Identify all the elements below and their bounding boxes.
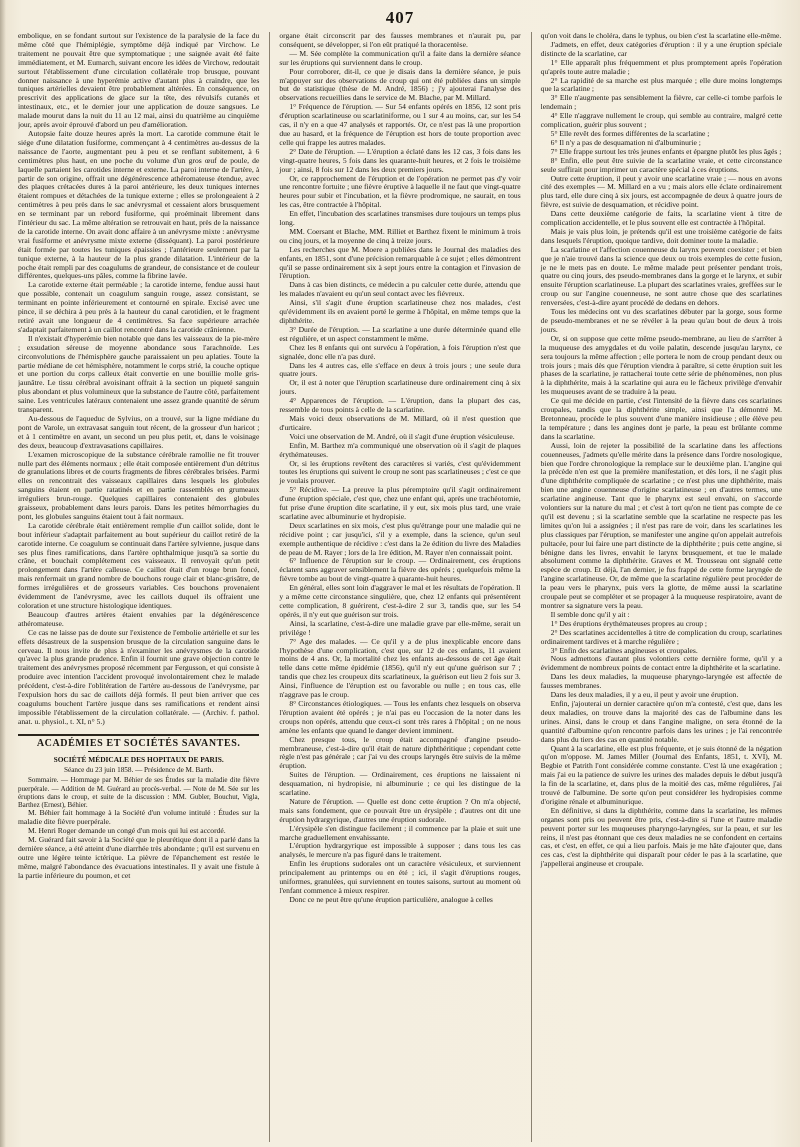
article-paragraph: Mais je vais plus loin, je prétends qu'il est une troisième catégorie de faits dans lesquels l'éruption, quoique tardive, doit dominer toute la maladie. bbox=[540, 226, 782, 245]
article-paragraph: Quant à la scarlatine, elle est plus fréquente, et je suis étonné de la négation qu'on m'oppose. M. James Miller (Journal des Enfants, 1851, t. XVI), M. Begbie et Patrith l'ont considérée comme constante. C'est là une exagération ; mais j'ai eu la patience de suivre les urines des malades depuis le début jusqu'à la fin de la scarlatine, et, dans plus de la moitié des cas, même régulières, j'ai trouvé de l'albumine. De sorte qu'on peut considérer les hydropisies comme d'origine rénale et albuminurique. bbox=[540, 743, 782, 806]
numbered-list bbox=[541, 59, 782, 175]
article-paragraph: Dans les deux maladies, il y a eu, il peut y avoir une éruption. bbox=[550, 690, 739, 700]
session-summary: Sommaire. — Hommage par M. Béhier de ses Études sur la maladie dite fièvre puerpérale. — Addition de M. Guérard au procès-verbal. — Note de M. Sée sur les éruptions dans le croup, et suite de la discussion : MM. Gubler, Bouchut, Vigla, Barthez (Ernest), Béhier. bbox=[18, 776, 260, 810]
list-item: 7° Elle frappe surtout les très jeunes enfants et épargne plutôt les plus âgés ; bbox=[550, 146, 782, 156]
article-paragraph: Outre cette éruption, il peut y avoir une scarlatine vraie ; — nous en avons cité des exemples — M. Millard en a vu ; mais alors elle éclate ordinairement plus tard, elle dure cinq à six jours, est accompagnée de deux à quatre jours de fièvre, est suivie de desquamation, et récidive point. bbox=[540, 173, 782, 210]
article-paragraph: MM. Coersant et Blache, MM. Rilliet et Barthez fixent le minimum à trois ou cinq jours, et la moyenne de cinq à treize jours. bbox=[279, 226, 521, 245]
list-item: 8° Enfin, elle peut être suivie de la scarlatine vraie, et cette circonstance seule suffirait pour imprimer un caractère spécial à ces éruptions. bbox=[540, 155, 782, 174]
article-paragraph: Or, ce rapprochement de l'éruption et de l'opération ne permet pas d'y voir une rencontre fortuite ; une fièvre éruptive à laquelle il ne faut que vingt-quatre heures pour subir et l'incubation, et la fièvre prodromique, ne saurait, en tous les cas, être contractée à l'hôpital. bbox=[279, 173, 521, 210]
article-paragraph: M. Henri Roger demande un congé d'un mois qui lui est accordé. bbox=[28, 826, 226, 836]
list-item: 3° Elle n'augmente pas sensiblement la fièvre, car celle-ci tombe parfois le lendemain ; bbox=[540, 93, 782, 112]
article-paragraph: qu'on voit dans le choléra, dans le typhus, ou bien c'est la scarlatine elle-même. bbox=[540, 32, 782, 40]
article-paragraph: Or, si on suppose que cette même pseudo-membrane, au lieu de s'arrêter à la muqueuse des amygdales et du voile palatin, descende jusqu'au larynx, ce sera toujours la même affection ; elle portera le nom de croup pendant deux ou trois jours ; mais dès que l'éruption viendra à paraître, si cette éruption suit les phases de la scarlatine, je rattacherai toute cette série de phénomènes, non plus à la diphthérite, mais à la scarlatine qui aura eu le fâcheux privilège d'envahir les muqueuses avant de se traduire à la peau. bbox=[540, 333, 782, 397]
article-paragraph: 8° Circonstances étiologiques. — Tous les enfants chez lesquels on observa l'éruption avaient été opérés ; je n'ai pas eu l'occasion de la noter dans les croups non opérés, attendu que ceux-ci sont très rares à l'hôpital ; on ne nous amène les enfants que quand le danger devient imminent. bbox=[279, 698, 521, 735]
list-item: 1° Elle apparaît plus fréquemment et plus promptement après l'opération qu'après toute autre maladie ; bbox=[540, 57, 782, 76]
article-paragraph: Ainsi, s'il s'agit d'une éruption scarlatineuse chez nos malades, c'est qu'évidemment ils en avaient porté le germe à l'hôpital, en même temps que la diphthérite. bbox=[279, 298, 521, 325]
article-paragraph: Suites de l'éruption. — Ordinairement, ces éruptions ne laissaient ni desquamation, ni hydropisie, ni albuminurie ; ce qui les distingue de la scarlatine. bbox=[279, 770, 521, 798]
article-paragraph: Les recherches que M. Moere a publiées dans le Journal des maladies des enfants, en 1851, sont d'une précision remarquable à ce sujet ; elles démontrent qu'il se passe ordinairement six à sept jours entre la contagion et l'invasion de l'éruption. bbox=[279, 244, 521, 281]
article-paragraph: Il n'existait d'hyperémie bien notable que dans les vaisseaux de la pie-mère ; exsudation séreuse de moyenne abondance sous l'arachnoïde. Les circonvolutions de l'hémisphère gauche paraissaient un peu aplaties. Toute la partie médiane de cet hémisphère, notamment le corps strié, la couche optique et une portion du corps calleux était convertie en une bouillie molle gris-jaunâtre. Le tissu cérébral avoisinant offrait à la section un piqueté sanguin plus abondant et plus volumineux que la substance de l'autre côté, parfaitement saine. Les ventricules latéraux contenaient une assez grande quantité de sérum transparent. bbox=[18, 333, 260, 415]
article-paragraph: La scarlatine et l'affection couenneuse du larynx peuvent coexister ; et bien que je n'aie trouvé dans la science que deux ou trois exemples de cette fusion, je ne le mets pas en doute. Le même malade peut présenter pendant trois, quatre ou cinq jours, des pseudo-membranes dans la gorge et le larynx, et subir ensuite l'éruption scarlatineuse. La plupart des scarlatines vraies, greffées sur le croup ou sur l'angine couenneuse, ne sont autre chose que des scarlatines renversées, c'est-à-dire ayant procédé de dedans en dehors. bbox=[540, 244, 782, 308]
article-paragraph: M. Guérard fait savoir à la Société que le pleurétique dont il a parlé dans la dernière séance, a été atteint d'une diarrhée très abondante ; qu'il est survenu en outre une légère teinte ictérique. La pièvre de l'épanchement est restée le même, malgré l'abondance des évacuations intestinales. Il y avait une fistule à la partie inférieure du poumon, et cet bbox=[18, 834, 260, 880]
text-columns bbox=[18, 32, 782, 1142]
article-paragraph: embolique, en se fondant surtout sur l'existence de la paralysie de la face du même côté que l'hémiplégie, symptôme déjà indiqué par Virchow. Le traitement ne pouvait être que symptomatique ; une saignée avait été faite immédiatement, et M. Eumarch, suivant encore les idées de Virchow, redoutait surtout l'établissement d'une circulation collatérale trop brusque, pouvant donner naissance à une hyperémie active d'autant plus à craindre, que les tuniques artérielles devaient être probablement altérées. En conséquence, on prescrivit des applications de glace sur la tête, des révulsifs cutanés et intestinaux, etc., et le dernier jour une application de douze sangsues. Le malade mourut dans la nuit du 11 au 12 mai, ainsi du quatrième au cinquième jour, après avoir éprouvé d'abord un peu d'amélioration. bbox=[18, 32, 260, 130]
article-paragraph: Chez les 8 enfants qui ont survécu à l'opération, à fois l'éruption n'est que signalée, donc elle n'a pas duré. bbox=[279, 342, 521, 361]
article-paragraph: Enfin, j'ajouterai un dernier caractère qu'on m'a contesté, c'est que, dans les deux maladies, on trouve dans la majorité des cas de l'albumine dans les urines. Ainsi, dans le croup et dans l'angine maligne, on sera étonné de la quantité d'albumine qu'on rencontre parfois dans les urines ; je l'ai rencontrée dans plus du tiers des cas en quantité notable. bbox=[540, 698, 782, 744]
article-paragraph: L'examen microscopique de la substance cérébrale ramollie ne fit trouver nulle part des éléments normaux ; elle était composée entièrement d'un détritus de granulations libres et de courts fragments de fibres cérébrales brisées. Parmi elles on rencontrait des vaisseaux capillaires dans lesquels les globules sanguins étaient en partie ratatinés et en partie rassemblés en grumeaux irréguliers brun-rouge. Quelques capillaires contenaient des globules graisseux, probablement dans leurs parois. Dans les petites hémorrhagies du pont, les globules sanguins étaient tout à fait normaux. bbox=[18, 449, 260, 521]
article-paragraph: 5° Récidive. — La preuve la plus péremptoire qu'il s'agit ordinairement d'une éruption spéciale, c'est que, chez une enfant qui, après une trachéotomie, fut prise d'une éruption dite scarlatine, il y eut, six mois plus tard, une vraie scarlatine avec albuminurie et hydropisie. bbox=[279, 485, 521, 521]
article-paragraph: Or, si les éruptions revêtent des caractères si variés, c'est qu'évidemment toutes les éruptions qui suivent le croup ne sont pas scarlatineuses ; c'est ce que je voulais prouver. bbox=[279, 458, 521, 486]
article-paragraph: L'éruption hydrargyrique est impossible à supposer ; dans tous les cas analysés, le mercure n'a pas figuré dans le traitement. bbox=[279, 841, 521, 860]
list-item: 5° Elle revêt des formes différentes de la scarlatine ; bbox=[550, 128, 710, 138]
article-paragraph: La carotide externe était perméable ; la carotide interne, fendue aussi haut que possible, contenait un coagulum sanguin rouge, assez consistant, se terminant en pointe inférieurement et contourné en spirale. Excisé avec une pince, il se déchira à peu près à la hauteur du canal carotidien, et le fragment retiré avait une longueur de 4 centimètres. Sa face supérieure arrachée s'adaptait parfaitement à un caillot rencontré dans la carotide crânienne. bbox=[18, 280, 260, 334]
article-paragraph: La carotide cérébrale était entièrement remplie d'un caillot solide, dont le bout inférieur s'adaptait parfaitement au bout supérieur du caillot retiré de la carotide interne. Ce coagulum se continuait dans l'artère sylvienne, jusque dans ses plus fines ramifications, dans l'artère ophthalmique jusqu'à sa sortie du crâne, et bouchait complétement ces vaisseaux. Il renvoyait qu'un petit prolongement dans l'artère calleuse. Ce caillot était d'un rouge brun foncé, mais renfermait un grand nombre de bouchons rouge clair et blanc-grisâtre, de formes irrégulières et de grosseurs variables. Ces bouchons provenaient évidemment de l'anévrysme, avec les caillots duquel ils offraient une coloration et une structure histologique identiques. bbox=[18, 520, 260, 610]
section-divider bbox=[88, 751, 189, 752]
article-paragraph: Pour corroborer, dit-il, ce que je disais dans la dernière séance, je puis m'appuyer sur des observations de croup qui ont été publiées dans un simple but de statistique (thèse de M. André, 1856) ; j'y ajouterai l'analyse des observations recueillies dans le service de M. Blache, par M. Millard. bbox=[279, 66, 521, 103]
article-paragraph: Dans à cas bien distincts, ce médecin a pu calculer cette durée, attendu que les malades n'avaient eu qu'un seul contact avec les fiévreux. bbox=[279, 280, 521, 299]
article-paragraph: M. Béhier fait hommage à la Société d'un volume intitulé : Études sur la maladie dite fièvre puerpérale. bbox=[18, 808, 260, 827]
article-paragraph: Mais voici deux observations de M. Millard, où il n'est question que d'urticaire. bbox=[279, 413, 521, 432]
session-line: Séance du 23 juin 1858. — Présidence de M. Barth. bbox=[64, 765, 214, 774]
article-paragraph: Nous admettons d'autant plus volontiers cette dernière forme, qu'il y a évidemment de nombreux points de contact entre la diphthérite et la scarlatine. bbox=[540, 654, 782, 673]
article-paragraph: Deux scarlatines en six mois, c'est plus qu'étrange pour une maladie qui ne récidive point ; car jusqu'ici, s'il y a exemple, dans la science, qu'un seul exemple authentique de récidive : c'est dans la 2e édition du livre des Maladies de peau de M. Rayer ; lors de la 1re édition, M. Rayer n'en connaissait point. bbox=[279, 520, 521, 557]
article-paragraph: 6° Influence de l'éruption sur le croup. — Ordinairement, ces éruptions éclatent sans aggraver sensiblement la fièvre des opérés ; quelquefois même la fièvre tombe au bout de vingt-quatre à quarante-huit heures. bbox=[279, 556, 521, 584]
society-title: SOCIÉTÉ MÉDICALE DES HOPITAUX DE PARIS. bbox=[53, 754, 224, 764]
article-paragraph: Enfin les éruptions sudorales ont un caractère vésiculeux, et surviennent principalement au printemps ou en été ; ici, il s'agit d'éruptions rouges, uniformes, granulées, qui surviennent en toutes saisons, surtout au moment où l'enfant commence à mieux respirer. bbox=[279, 859, 521, 895]
middle-column bbox=[269, 32, 520, 1142]
article-paragraph: Tous les médecins ont vu des scarlatines débuter par la gorge, sous forme de pseudo-membranes et ne se révéler à la peau qu'au bout de deux à trois jours. bbox=[540, 307, 782, 334]
article-paragraph: J'admets, en effet, deux catégories d'éruption : il y a une éruption spéciale distincte de la scarlatine, car bbox=[540, 39, 782, 58]
article-paragraph: En effet, l'incubation des scarlatines transmises dure toujours un temps plus long. bbox=[279, 209, 521, 228]
article-paragraph: 2° Des scarlatines accidentelles à titre de complication du croup, scarlatines ordinairement tardives et à marche régulière ; bbox=[540, 627, 782, 646]
article-paragraph: Beaucoup d'autres artères étaient envahies par la dégénérescence athéromateuse. bbox=[18, 609, 260, 628]
article-paragraph: Dans cette deuxième catégorie de faits, la scarlatine vient à titre de complication accidentelle, et le plus souvent elle est contractée à l'hôpital. bbox=[540, 209, 782, 228]
article-paragraph: Donc ce ne peut être qu'une éruption particulière, analogue à celles bbox=[289, 894, 493, 904]
article-paragraph: 3° Enfin des scarlatines angineuses et croupales. bbox=[550, 645, 698, 655]
article-paragraph: L'érysipèle s'en distingue facilement ; il commence par la plaie et suit une marche graduellement envahissante. bbox=[279, 823, 521, 842]
article-paragraph: 3° Durée de l'éruption. — La scarlatine a une durée déterminée quand elle est régulière, et un aspect constamment le même. bbox=[279, 324, 521, 343]
article-paragraph: organe était circonscrit par des fausses membranes et n'aurait pu, par conséquent, se développer, si l'on eût pratiqué la thoracentèse. bbox=[279, 32, 521, 49]
article-paragraph: Chez presque tous, le croup était accompagné d'angine pseudo-membraneuse, c'est-à-dire qu'il était de nature diphthéritique ; cependant cette règle n'est pas générale ; car j'ai vu des croups laryngés être suivis de la même éruption. bbox=[279, 734, 521, 771]
article-paragraph: Voici une observation de M. André, où il s'agit d'une éruption vésiculeuse. bbox=[289, 431, 515, 441]
page-number: 407 bbox=[385, 8, 415, 27]
article-paragraph: Dans les 4 autres cas, elle s'efface en deux à trois jours ; une seule dura quatre jours. bbox=[279, 360, 521, 379]
article-paragraph: En général, elles sont loin d'aggraver le mal et les résultats de l'opération. Il y a même cette circonstance singulière, que, chez 12 enfants qui présentèrent cette complication, 8 guérirent, c'est-à-dire 2 sur 3, tandis que, sur les 54 opérés, il n'y eut que guérison sur trois. bbox=[279, 583, 521, 619]
article-paragraph: Au-dessous de l'aqueduc de Sylvius, on a trouvé, sur la ligne médiane du pont de Varole, un extravasat sanguin tout récent, de la grosseur d'un haricot ; et à 1 centimètre en avant, un second un peu plus petit, et, dans le voisinage des deux, beaucoup d'extravasations capillaires. bbox=[18, 413, 260, 450]
article-paragraph: Enfin, M. Barthez m'a communiqué une observation où il s'agit de plaques érythémateuses. bbox=[279, 440, 521, 459]
list-item: 2° La rapidité de sa marche est plus marquée ; elle dure moins longtemps que la scarlatine ; bbox=[540, 75, 782, 94]
article-paragraph: Autopsie faite douze heures après la mort. La carotide commune était le siége d'une dilatation fusiforme, commençant à 4 centimètres au-dessus de la naissance de l'aorte, augmentant peu à peu et se renflant subitement, à 6 centimètres plus haut, en une poche du volume d'un gros œuf de poule, de laquelle partaient les carotides interne et externe. La paroi interne de l'artère, à partir de son origine, offrait une dégénérescence athéromateuse étendue, avec des plaques crétacées dures à la paroi antérieure, les deux tuniques internes étaient rompues et détachées de la tunique externe ; elles se prolongeaient à 2 centimètres à peu près dans le sac anévrysmal et cessaient alors brusquement en se terminant par un rebord fusiforme, qui proéminait librement dans l'intérieur du sac. La même altération se retrouvait en haut, près de la naissance de la carotide interne. On avait donc affaire à un anévrysme mixte : anévrysme vrai fusiforme et anévrysme mixte externe (disséquant). La paroi postérieure était formée par toutes les tuniques épaissies ; l'antérieure seulement par la tunique externe, à la hauteur de la plus grande dilatation. L'intérieur de la poche était rempli par des coagulums de grandeur, de consistance et de couleur différentes, quelques-uns pâles, comme la fibrine lavée. bbox=[18, 128, 260, 281]
article-paragraph: Or, il est à noter que l'éruption scarlatineuse dure ordinairement cinq à six jours. bbox=[279, 378, 521, 397]
right-column bbox=[531, 32, 782, 1142]
left-column bbox=[18, 32, 259, 1142]
article-paragraph: 1° Des éruptions érythémateuses propres au croup ; bbox=[550, 618, 707, 628]
article-paragraph: Ce qui me décide en partie, c'est l'intensité de la fièvre dans ces scarlatines croupales, tandis que la diphthérite simple, ainsi que l'a démontré M. Bretonneau, procède le plus souvent d'une manière insidieuse ; elle élève peu la température ; dans les angines dont je parle, la peau est brûlante comme dans la scarlatine. bbox=[540, 396, 782, 441]
article-paragraph: Aussi, loin de rejeter la possibilité de la scarlatine dans les affections couenneuses, j'admets qu'elle mérite dans la présence dans l'ordre nosologique, bien que l'ordre chronologique la remplace sur le deuxième plan. L'angine qui la précède n'en est que la première manifestation, et dès lors, il ne s'agit plus d'une diphthérite compliquée de scarlatine ; ce n'est plus une diphthérite, mais bien une angine couenneuse d'origine scarlatineuse ; en d'autres termes, une scarlatine angineuse. Tant que le pharynx est seul envahi, on s'accorde volontiers sur la nature du mal ; et c'est à tort qu'on ne tient pas compte de ce qu'il est devenu ; si la scarlatine semble que la scarlatine ne respecte pas les limites qu'on lui a assignées ; il n'est pas rare de voir, dans les scarlatines les plus classiques par l'éruption, se manifester une angine qu'on appelait autrefois pultacée, pour lui faire une part distincte de la diphthérite ; puis cette angine, si bénigne dans les livres, envahit le larynx brusquement, et tue le malade absolument comme la diphthérite. Graves et M. Trousseau ont signalé cette espèce de croup. Et déjà, l'an dernier, je fus frappé de cette forme laryngée de l'angine scarlatineuse. Or, de même que la scarlatine régulière peut procéder de la peau vers le pharynx, puis vers la glotte, de même aussi la scarlatine croupale peut se compléter et se propager à la muqueuse respiratoire, avant de montrer sa signature vers la peau. bbox=[540, 440, 782, 610]
article-paragraph: Ainsi, la scarlatine, c'est-à-dire une maladie grave par elle-même, serait un privilége ! bbox=[279, 618, 521, 637]
article-paragraph: Ce cas ne laisse pas de doute sur l'existence de l'embolie artérielle et sur les effets désastreux de la suspension brusque de la circulation sanguine dans le cerveau. Il nous invite de plus à n'examiner les anévrysmes de la carotide qu'avec la plus grande prudence. Enfin il fournit une grave objection contre le traitement des anévrysmes proposé récemment par Fergusson, et qui consiste à produire avec intention l'accident provoqué involontairement chez le malade précédent, c'est-à-dire l'oblitération de l'artère au-dessous de l'anévrysme, par l'expulsion hors du sac de caillots déjà formés. Il peut bien arriver que ces coagulums bouchent l'artère jusque dans ses ramifications et rendent ainsi impossible l'établissement de la circulation collatérale. — (Archiv. f. pathol. anat. u. physiol., t. XI, n° 5.) bbox=[18, 627, 260, 726]
article-paragraph: 1° Fréquence de l'éruption. — Sur 54 enfants opérés en 1856, 12 sont pris d'éruption scarlatineuse ou scarlatiniforme, ou 1 sur 4 au moins, car, sur les 54 cas, il n'y en a que 47 analysés et rapportés. Or, ce n'est pas là une proportion due au hasard, et la fréquence de l'éruption est hors de toute proportion avec celle qui frappe les autres malades. bbox=[279, 102, 521, 147]
list-item: 4° Elle n'aggrave nullement le croup, qui semble au contraire, malgré cette complication, guérir plus souvent ; bbox=[540, 111, 782, 130]
binding-shadow bbox=[0, 0, 6, 1147]
article-paragraph: — M. Sée complète la communication qu'il a faite dans la dernière séance sur les éruptions qui surviennent dans le croup. bbox=[279, 48, 521, 67]
article-paragraph: En définitive, si dans la diphthérite, comme dans la scarlatine, les mêmes organes sont pris ou peuvent être pris, c'est-à-dire si l'une et l'autre maladie peuvent porter sur les muqueuses pharyngo-laryngées, sur la peau, et sur les reins, il n'est pas étonnant que ces deux maladies ne se confondent en certains cas, et c'est, en effet, ce qui a lieu parfois. Mais je me hâte d'ajouter que, dans ces cas, c'est la diphthérite qui disparaît pour céder le pas à la scarlatine, que j'appellerai angineuse et croupale. bbox=[540, 805, 782, 869]
article-paragraph: Il semble donc qu'il y ait : bbox=[550, 609, 630, 619]
article-paragraph: 7° Age des malades. — Ce qu'il y a de plus inexplicable encore dans l'hypothèse d'une complication, c'est que, sur 12 de ces enfants, 11 avaient moins de 4 ans. Or, la mortalité chez les enfants au-dessous de cet âge était telle dans cette même épidémie (1856), qu'il n'y eut qu'une guérison sur 7 ; tandis que chez les croupeux dits scarlatineux, la guérison eut lieu 2 fois sur 3. Ainsi, l'influence de l'éruption est ou favorable ou nulle ; en tous cas, elle n'aggrave pas le croup. bbox=[279, 636, 521, 700]
list-item: 6° Il n'y a pas de desquamation ni d'albuminurie ; bbox=[550, 137, 701, 147]
article-paragraph: 4° Apparences de l'éruption. — L'éruption, dans la plupart des cas, ressemble de tous points à celle de la scarlatine. bbox=[279, 396, 521, 415]
section-heading: ACADÉMIES ET SOCIÉTÉS SAVANTES. bbox=[18, 734, 259, 749]
article-paragraph: 2° Date de l'éruption. — L'éruption a éclaté dans les 12 cas, 3 fois dans les vingt-quatre heures, 5 fois dans les quarante-huit heures, et 2 fois le troisième jour ; ainsi, 8 fois sur 12 dans les deux premiers jours. bbox=[279, 146, 521, 174]
article-paragraph: Nature de l'éruption. — Quelle est donc cette éruption ? On m'a objecté, mais sans fondement, que ce pouvait être un érysipèle ; d'autres ont dit une éruption hydrargyrique, d'autres une éruption sudorale. bbox=[279, 796, 521, 824]
article-paragraph: Dans les deux maladies, la muqueuse pharyngo-laryngée est affectée de fausses membranes. bbox=[540, 672, 782, 691]
